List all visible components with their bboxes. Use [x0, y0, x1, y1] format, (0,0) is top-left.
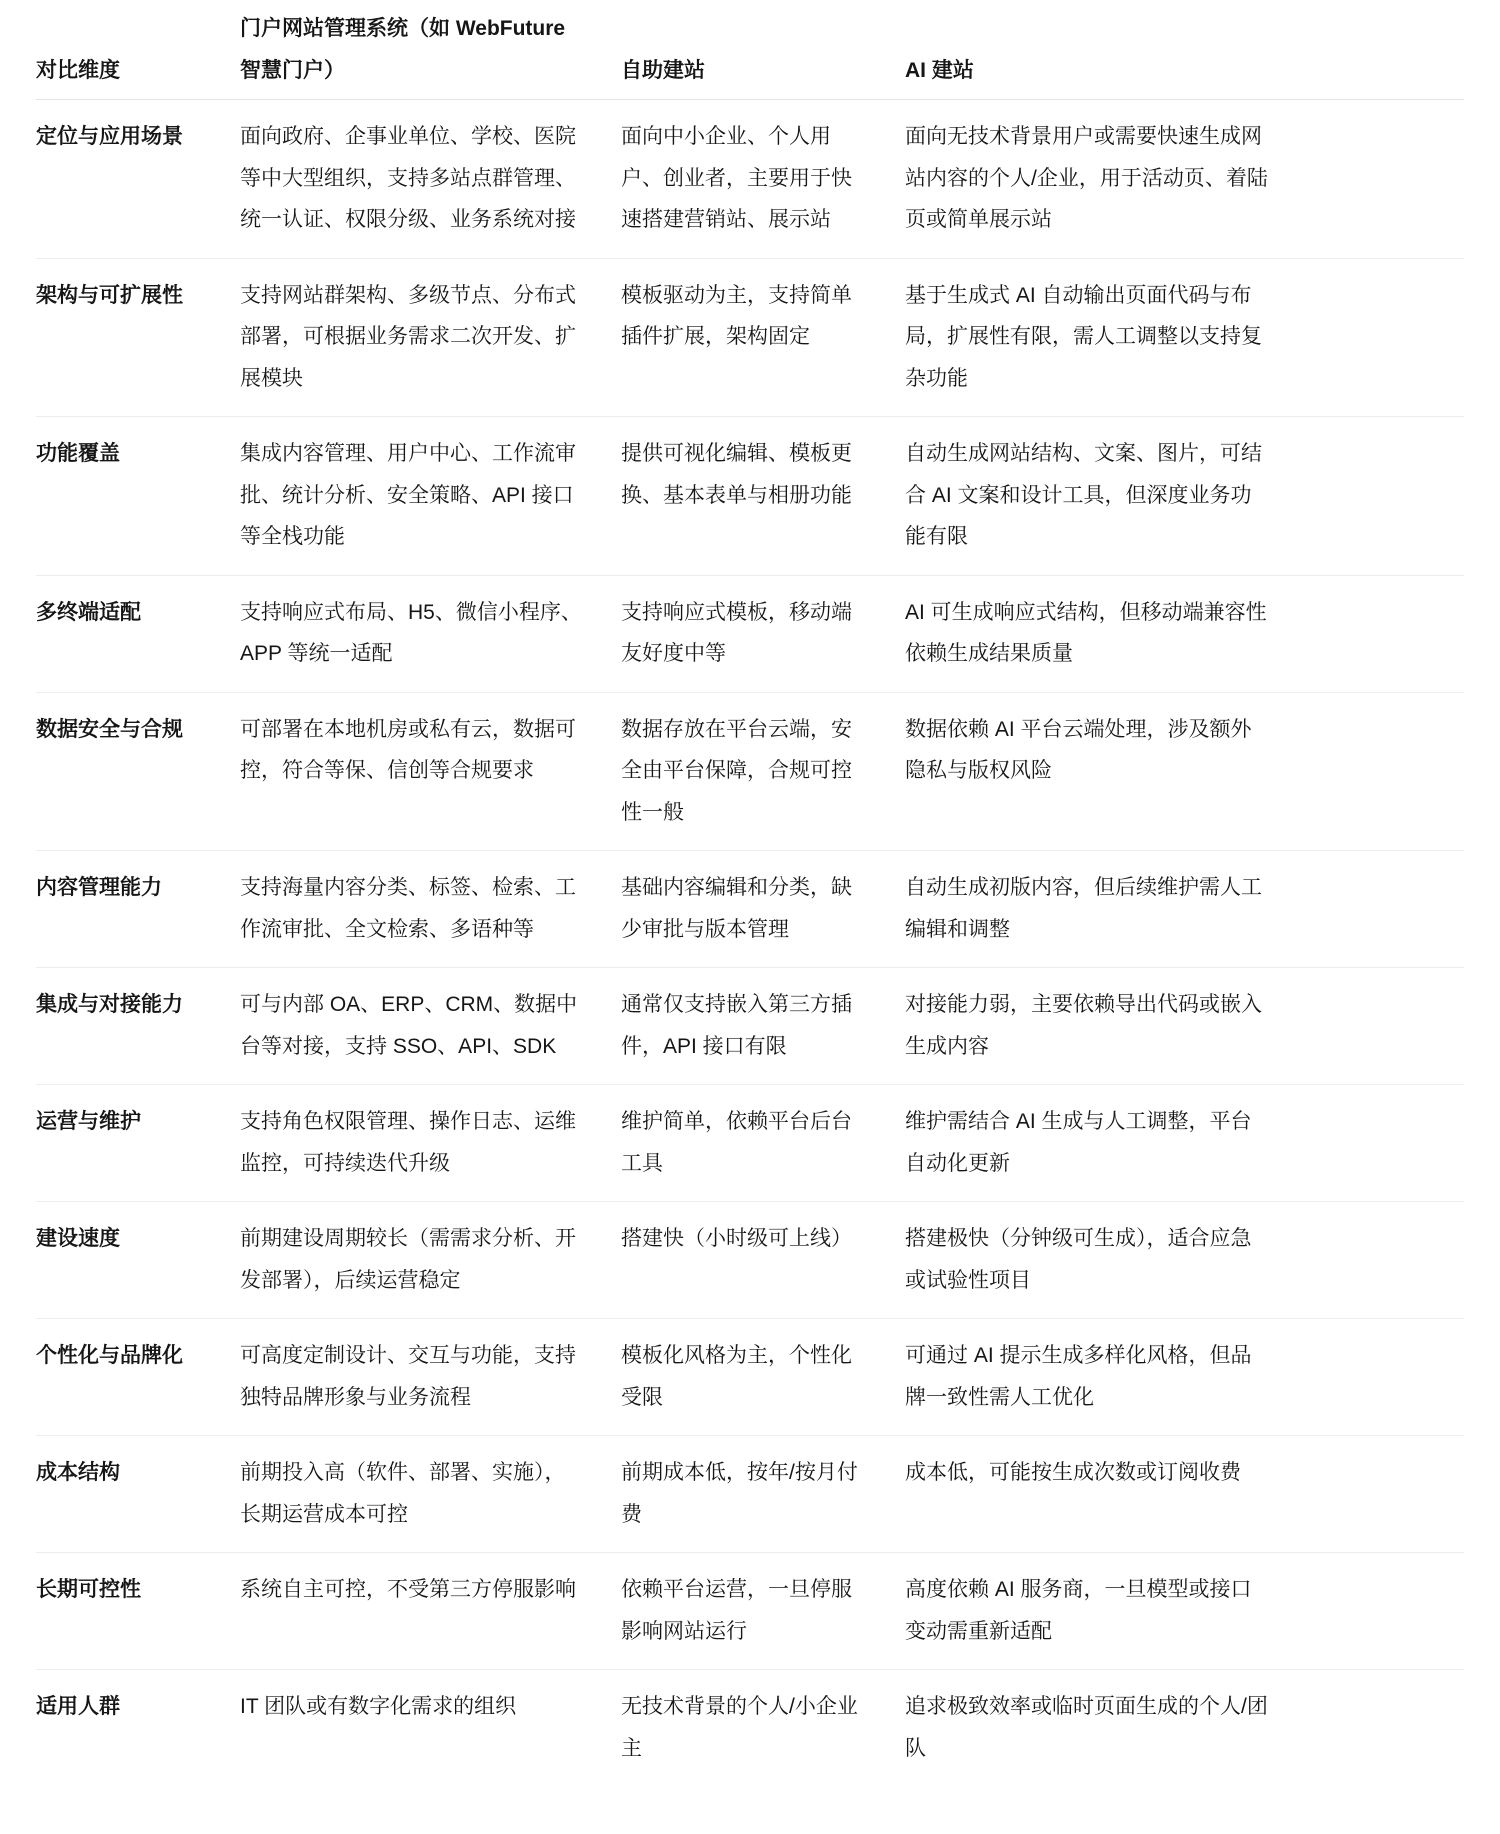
row-cell: 可通过 AI 提示生成多样化风格，但品牌一致性需人工优化: [905, 1319, 1464, 1436]
row-cell: 可与内部 OA、ERP、CRM、数据中台等对接，支持 SSO、API、SDK: [240, 968, 621, 1085]
row-cell: 基于生成式 AI 自动输出页面代码与布局，扩展性有限，需人工调整以支持复杂功能: [905, 258, 1464, 417]
row-cell: 提供可视化编辑、模板更换、基本表单与相册功能: [621, 417, 905, 576]
row-cell: 面向政府、企事业单位、学校、医院等中大型组织，支持多站点群管理、统一认证、权限分级、业务系统对接: [240, 100, 621, 259]
row-dimension-label: 定位与应用场景: [36, 100, 240, 259]
row-cell: 面向无技术背景用户或需要快速生成网站内容的个人/企业，用于活动页、着陆页或简单展示站: [905, 100, 1464, 259]
row-dimension-label: 功能覆盖: [36, 417, 240, 576]
row-cell: 自动生成初版内容，但后续维护需人工编辑和调整: [905, 851, 1464, 968]
row-cell: 系统自主可控，不受第三方停服影响: [240, 1553, 621, 1670]
row-dimension-label: 个性化与品牌化: [36, 1319, 240, 1436]
row-dimension-label: 多终端适配: [36, 575, 240, 692]
table-row: [36, 1202, 1464, 1319]
row-cell: 搭建快（小时级可上线）: [621, 1202, 905, 1319]
row-cell: 前期投入高（软件、部署、实施），长期运营成本可控: [240, 1436, 621, 1553]
row-cell: 面向中小企业、个人用户、创业者，主要用于快速搭建营销站、展示站: [621, 100, 905, 259]
table-row: [36, 100, 1464, 259]
row-cell: 可部署在本地机房或私有云，数据可控，符合等保、信创等合规要求: [240, 692, 621, 851]
column-header-dimension: 对比维度: [36, 6, 240, 100]
table-row: [36, 417, 1464, 576]
column-header-diy-builder: 自助建站: [621, 6, 905, 100]
row-cell: 搭建极快（分钟级可生成），适合应急或试验性项目: [905, 1202, 1464, 1319]
row-cell: 前期建设周期较长（需需求分析、开发部署），后续运营稳定: [240, 1202, 621, 1319]
row-cell: 对接能力弱，主要依赖导出代码或嵌入生成内容: [905, 968, 1464, 1085]
row-cell: 支持海量内容分类、标签、检索、工作流审批、全文检索、多语种等: [240, 851, 621, 968]
row-cell: 自动生成网站结构、文案、图片，可结合 AI 文案和设计工具，但深度业务功能有限: [905, 417, 1464, 576]
row-cell: 高度依赖 AI 服务商，一旦模型或接口变动需重新适配: [905, 1553, 1464, 1670]
row-cell: IT 团队或有数字化需求的组织: [240, 1695, 517, 1718]
row-cell: 通常仅支持嵌入第三方插件，API 接口有限: [621, 968, 905, 1085]
row-cell: 支持角色权限管理、操作日志、运维监控，可持续迭代升级: [240, 1085, 621, 1202]
table-row: [36, 968, 1464, 1085]
row-cell: 模板化风格为主，个性化受限: [621, 1319, 905, 1436]
table-row: [36, 1553, 1464, 1670]
column-header-ai-builder: AI 建站: [905, 6, 1464, 100]
table-body: [36, 100, 1464, 1787]
table-row: [36, 1085, 1464, 1202]
table-row: [36, 692, 1464, 851]
row-dimension-label: 内容管理能力: [36, 851, 240, 968]
row-dimension-label: 适用人群: [36, 1695, 120, 1718]
row-cell: 维护简单，依赖平台后台工具: [621, 1085, 905, 1202]
table-row: [36, 1670, 1464, 1787]
row-dimension-label: 长期可控性: [36, 1553, 240, 1670]
row-cell: AI 可生成响应式结构，但移动端兼容性依赖生成结果质量: [905, 575, 1464, 692]
row-cell: 支持响应式模板，移动端友好度中等: [621, 575, 905, 692]
row-cell: 基础内容编辑和分类，缺少审批与版本管理: [621, 851, 905, 968]
table-row: [36, 1436, 1464, 1553]
header-row: [36, 6, 1464, 100]
table-row: [36, 575, 1464, 692]
table-row: [36, 258, 1464, 417]
row-cell: 成本低，可能按生成次数或订阅收费: [905, 1436, 1464, 1553]
row-dimension-label: 集成与对接能力: [36, 968, 240, 1085]
row-dimension-label: 架构与可扩展性: [36, 258, 240, 417]
row-cell: 维护需结合 AI 生成与人工调整，平台自动化更新: [905, 1085, 1464, 1202]
table-row: [36, 1319, 1464, 1436]
row-dimension-label: 成本结构: [36, 1436, 240, 1553]
row-cell: 数据存放在平台云端，安全由平台保障，合规可控性一般: [621, 692, 905, 851]
row-cell: 无技术背景的个人/小企业主: [621, 1695, 858, 1760]
comparison-table: [36, 6, 1464, 1786]
row-dimension-label: 运营与维护: [36, 1085, 240, 1202]
row-cell: 追求极致效率或临时页面生成的个人/团队: [905, 1695, 1268, 1760]
row-cell: 支持网站群架构、多级节点、分布式部署，可根据业务需求二次开发、扩展模块: [240, 258, 621, 417]
row-cell: 前期成本低，按年/按月付费: [621, 1436, 905, 1553]
row-cell: 集成内容管理、用户中心、工作流审批、统计分析、安全策略、API 接口等全栈功能: [240, 417, 621, 576]
row-dimension-label: 数据安全与合规: [36, 692, 240, 851]
row-cell: 依赖平台运营，一旦停服影响网站运行: [621, 1553, 905, 1670]
row-cell: 数据依赖 AI 平台云端处理，涉及额外隐私与版权风险: [905, 692, 1464, 851]
row-cell: 支持响应式布局、H5、微信小程序、APP 等统一适配: [240, 575, 621, 692]
row-cell: 模板驱动为主，支持简单插件扩展，架构固定: [621, 258, 905, 417]
row-dimension-label: 建设速度: [36, 1202, 240, 1319]
table-row: [36, 851, 1464, 968]
column-header-portal-cms: 门户网站管理系统（如 WebFuture 智慧门户）: [240, 6, 621, 100]
row-cell: 可高度定制设计、交互与功能，支持独特品牌形象与业务流程: [240, 1319, 621, 1436]
